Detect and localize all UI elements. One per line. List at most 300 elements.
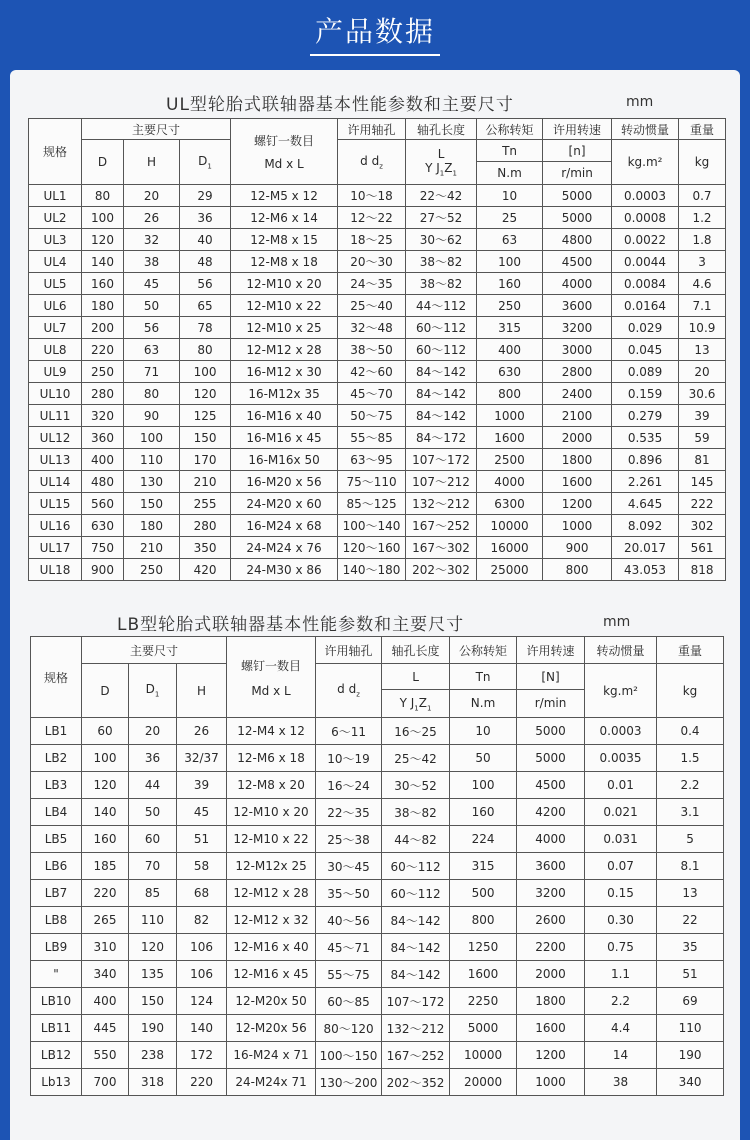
table-row [29,185,726,207]
table-cell: 30.6 [679,383,726,405]
table-cell: 30～52 [382,772,450,799]
table-cell: 32/37 [177,745,227,772]
table-cell: 420 [180,559,231,581]
table-cell: 12-M6 x 18 [227,745,316,772]
table-cell: UL8 [29,339,82,361]
table-cell: 238 [129,1042,177,1069]
table-cell: 400 [82,988,129,1015]
table-cell: 25000 [477,559,543,581]
table-cell: 0.01 [585,772,657,799]
table-cell: LB11 [31,1015,82,1042]
table-cell: UL10 [29,383,82,405]
ul-table-title: UL型轮胎式联轴器基本性能参数和主要尺寸 [166,95,514,115]
table-cell: 14 [585,1042,657,1069]
table-cell: 220 [82,339,124,361]
ul-head-torque-sym: Tn [477,140,542,162]
ul-head-inertia-unit: kg.m² [612,140,679,185]
table-cell: 10～19 [316,745,382,772]
table-cell: 0.021 [585,799,657,826]
table-row [31,880,724,907]
table-row [29,295,726,317]
table-cell: 550 [82,1042,129,1069]
table-cell: 120 [82,229,124,251]
table-cell: 0.7 [679,185,726,207]
table-row [29,229,726,251]
lb-head-hub-len-sub [382,664,450,718]
ul-head-weight: 重量 [679,119,726,140]
table-cell: 500 [450,880,517,907]
table-row [29,537,726,559]
table-row [29,339,726,361]
table-cell: LB5 [31,826,82,853]
table-cell: 0.045 [612,339,679,361]
table-cell: 1800 [517,988,585,1015]
ul-head-speed-sym: [n] [543,140,611,162]
table-cell: 30～45 [316,853,382,880]
table-cell: 12-M8 x 18 [231,251,338,273]
table-cell: 100～150 [316,1042,382,1069]
table-cell: 25 [477,207,543,229]
table-cell: UL7 [29,317,82,339]
ul-head-d1 [180,140,231,185]
table-cell: 2400 [543,383,612,405]
table-cell: 12-M8 x 15 [231,229,338,251]
ul-head-bore: 许用轴孔 [338,119,406,140]
lb-table-body [31,718,724,1096]
table-cell: 45～70 [338,383,406,405]
table-cell: 1.2 [679,207,726,229]
table-cell: 24-M20 x 60 [231,493,338,515]
table-cell: UL2 [29,207,82,229]
table-cell: 55～85 [338,427,406,449]
table-cell: LB12 [31,1042,82,1069]
table-cell: 190 [657,1042,724,1069]
ul-head-main-size: 主要尺寸 [82,119,231,140]
lb-table-unit: mm [603,614,631,630]
table-cell: 80 [124,383,180,405]
table-cell: 69 [657,988,724,1015]
table-cell: 3200 [517,880,585,907]
table-cell: 40 [180,229,231,251]
table-cell: 12-M10 x 22 [231,295,338,317]
table-cell: 400 [477,339,543,361]
table-cell: 12-M10 x 20 [227,799,316,826]
table-cell: 63 [477,229,543,251]
table-cell: 1000 [477,405,543,427]
table-cell: 125 [180,405,231,427]
table-row [29,405,726,427]
table-cell: 0.0022 [612,229,679,251]
table-cell: 0.4 [657,718,724,745]
table-cell: 4000 [477,471,543,493]
table-cell: 16-M12 x 30 [231,361,338,383]
table-row [31,961,724,988]
table-cell: 480 [82,471,124,493]
table-cell: 4500 [543,251,612,273]
table-cell: 30～62 [406,229,477,251]
lb-head-bolt-label: 螺钉一数目 [241,658,302,673]
table-cell: UL13 [29,449,82,471]
table-cell: 315 [477,317,543,339]
table-cell: LB10 [31,988,82,1015]
table-cell: 12-M6 x 14 [231,207,338,229]
ul-head-bore-sub-z: z [379,162,383,171]
table-cell: 170 [180,449,231,471]
table-cell: LB6 [31,853,82,880]
table-cell: 24-M24x 71 [227,1069,316,1096]
table-cell: 84～142 [406,383,477,405]
table-cell: 1250 [450,934,517,961]
table-cell: 140 [177,1015,227,1042]
table-cell: 124 [177,988,227,1015]
table-cell: 16-M16x 50 [231,449,338,471]
table-cell: 445 [82,1015,129,1042]
table-row [29,251,726,273]
lb-head-speed: 许用转速 [517,637,585,664]
table-cell: 80 [180,339,231,361]
table-cell: 1600 [450,961,517,988]
table-cell: 32 [124,229,180,251]
table-cell: 6300 [477,493,543,515]
table-cell: 38～82 [382,799,450,826]
table-cell: 800 [477,383,543,405]
table-cell: 84～172 [406,427,477,449]
table-cell: 107～172 [382,988,450,1015]
table-cell: 630 [82,515,124,537]
table-cell: 12-M12 x 28 [231,339,338,361]
table-cell: 12-M20x 56 [227,1015,316,1042]
table-cell: 1200 [517,1042,585,1069]
table-row [29,317,726,339]
table-cell: 4.6 [679,273,726,295]
table-cell: 10000 [450,1042,517,1069]
table-cell: 16～25 [382,718,450,745]
table-cell: 132～212 [406,493,477,515]
table-cell: 2200 [517,934,585,961]
table-cell: 40～56 [316,907,382,934]
ul-head-hub-len-z: Z [444,160,453,175]
table-cell: 12-M16 x 45 [227,961,316,988]
table-cell: 4.645 [612,493,679,515]
table-cell: 51 [177,826,227,853]
ul-head-hub-len-z1: 1 [452,169,457,178]
lb-head-bore-sub-main: d d [337,682,357,697]
table-cell: 16000 [477,537,543,559]
ul-head-hub-len: 轴孔长度 [406,119,477,140]
table-cell: 12-M10 x 25 [231,317,338,339]
table-cell: 3600 [517,853,585,880]
table-cell: 107～172 [406,449,477,471]
table-cell: 16-M24 x 68 [231,515,338,537]
table-cell: 210 [180,471,231,493]
table-cell: 8.092 [612,515,679,537]
lb-head-inertia: 转动惯量 [585,637,657,664]
table-cell: UL4 [29,251,82,273]
table-cell: 800 [450,907,517,934]
table-cell: 818 [679,559,726,581]
table-cell: 4.4 [585,1015,657,1042]
table-cell: 185 [82,853,129,880]
table-cell: UL18 [29,559,82,581]
table-cell: 4000 [517,826,585,853]
lb-head-speed-sym: [N] [517,664,584,690]
table-cell: 250 [124,559,180,581]
lb-head-torque-sub [450,664,517,718]
table-cell: 26 [124,207,180,229]
table-cell: 25～40 [338,295,406,317]
table-cell: 2000 [543,427,612,449]
table-cell: 3 [679,251,726,273]
table-cell: 2.261 [612,471,679,493]
table-cell: 45～71 [316,934,382,961]
table-cell: 160 [450,799,517,826]
table-cell: 50 [450,745,517,772]
table-cell: 210 [124,537,180,559]
table-row [29,449,726,471]
table-cell: UL1 [29,185,82,207]
table-cell: 12-M10 x 20 [231,273,338,295]
table-cell: 106 [177,934,227,961]
table-cell: 20 [124,185,180,207]
ul-head-h: H [124,140,180,185]
table-row [29,493,726,515]
table-row [29,273,726,295]
page-title: 产品数据 [314,15,435,48]
table-cell: UL3 [29,229,82,251]
table-row [31,799,724,826]
table-cell: 150 [180,427,231,449]
table-cell: 120 [129,934,177,961]
table-cell: 78 [180,317,231,339]
table-cell: 224 [450,826,517,853]
table-cell: 0.07 [585,853,657,880]
table-cell: 4200 [517,799,585,826]
table-row [31,907,724,934]
table-cell: 100 [477,251,543,273]
table-cell: 100 [180,361,231,383]
lb-head-torque: 公称转矩 [450,637,517,664]
table-cell: 60～112 [406,317,477,339]
ul-head-torque-sub [477,140,543,185]
ul-head-d1-main: D [198,153,208,168]
table-cell: UL5 [29,273,82,295]
table-cell: 45 [124,273,180,295]
table-row [31,934,724,961]
ul-head-hub-len-yj: Y J [425,160,440,175]
table-cell: 20.017 [612,537,679,559]
table-cell: 16-M24 x 71 [227,1042,316,1069]
table-cell: 3000 [543,339,612,361]
ul-head-bore-sub-main: d d [360,153,380,168]
table-cell: UL17 [29,537,82,559]
table-cell: 63 [124,339,180,361]
table-cell: 2800 [543,361,612,383]
table-cell: 180 [82,295,124,317]
lb-head-weight-unit: kg [657,664,724,718]
title-underline [310,54,440,56]
table-cell: 13 [679,339,726,361]
table-cell: 81 [679,449,726,471]
table-cell: 16-M16 x 45 [231,427,338,449]
lb-head-h: H [177,664,227,718]
ul-table-body [29,185,726,581]
table-cell: 56 [180,273,231,295]
table-cell: Lb13 [31,1069,82,1096]
table-cell: 120 [180,383,231,405]
table-cell: 75～110 [338,471,406,493]
ul-head-bolt-sub: Md x L [264,157,304,171]
table-cell: 84～142 [406,361,477,383]
table-cell: 167～252 [382,1042,450,1069]
table-cell: 0.159 [612,383,679,405]
table-cell: 12～22 [338,207,406,229]
table-cell: 130 [124,471,180,493]
table-cell: 24～35 [338,273,406,295]
table-cell: 2250 [450,988,517,1015]
table-cell: 12-M8 x 20 [227,772,316,799]
table-cell: 5000 [517,718,585,745]
table-cell: 145 [679,471,726,493]
table-cell: 20～30 [338,251,406,273]
table-cell: 110 [657,1015,724,1042]
table-cell: 82 [177,907,227,934]
ul-head-spec: 规格 [29,119,82,185]
table-cell: 10～18 [338,185,406,207]
table-cell: 140 [82,251,124,273]
table-cell: 63～95 [338,449,406,471]
table-cell: 38～82 [406,273,477,295]
table-cell: 0.089 [612,361,679,383]
table-cell: LB3 [31,772,82,799]
table-cell: 25～38 [316,826,382,853]
table-cell: 44～82 [382,826,450,853]
table-cell: 222 [679,493,726,515]
table-cell: 3200 [543,317,612,339]
lb-head-d1-sub: 1 [154,690,160,699]
table-cell: 135 [129,961,177,988]
table-cell: 4800 [543,229,612,251]
table-cell: 150 [124,493,180,515]
table-cell: LB1 [31,718,82,745]
table-cell: 18～25 [338,229,406,251]
table-cell: 44～112 [406,295,477,317]
table-cell: 172 [177,1042,227,1069]
table-cell: 1000 [517,1069,585,1096]
table-cell: 255 [180,493,231,515]
lb-head-d: D [82,664,129,718]
table-cell: 1.8 [679,229,726,251]
lb-head-torque-sym: Tn [450,664,516,690]
table-cell: 1600 [517,1015,585,1042]
ul-head-speed-unit: r/min [561,166,593,180]
table-cell: 7.1 [679,295,726,317]
table-cell: 0.0164 [612,295,679,317]
lb-head-main-size: 主要尺寸 [82,637,227,664]
ul-head-bolt [231,119,338,185]
table-cell: 35～50 [316,880,382,907]
lb-head-hub-len-z: Z [418,696,427,710]
table-cell: 60～112 [382,853,450,880]
table-cell: 55～75 [316,961,382,988]
table-cell: 10 [450,718,517,745]
table-cell: 100 [124,427,180,449]
table-cell: 2.2 [657,772,724,799]
table-cell: 20 [129,718,177,745]
table-cell: UL11 [29,405,82,427]
table-cell: 24-M24 x 76 [231,537,338,559]
table-cell: 44 [129,772,177,799]
table-cell: 100 [82,207,124,229]
table-cell: 60 [129,826,177,853]
lb-head-bore: 许用轴孔 [316,637,382,664]
ul-head-d1-sub: 1 [207,162,212,171]
lb-head-bore-sub [316,664,382,718]
table-cell: LB9 [31,934,82,961]
table-row [31,718,724,745]
table-cell: 1600 [477,427,543,449]
table-cell: 36 [129,745,177,772]
table-cell: 800 [543,559,612,581]
table-cell: 60～112 [406,339,477,361]
table-cell: 110 [124,449,180,471]
table-row [31,1042,724,1069]
ul-head-speed-sub [543,140,612,185]
table-row [31,988,724,1015]
ul-head-inertia: 转动惯量 [612,119,679,140]
table-cell: 0.535 [612,427,679,449]
table-cell: 0.0044 [612,251,679,273]
table-cell: 26 [177,718,227,745]
table-cell: 35 [657,934,724,961]
table-cell: 202～352 [382,1069,450,1096]
table-row [31,772,724,799]
table-cell: 12-M4 x 12 [227,718,316,745]
table-cell: 27～52 [406,207,477,229]
lb-table-title: LB型轮胎式联轴器基本性能参数和主要尺寸 [117,615,465,635]
table-cell: 3600 [543,295,612,317]
table-cell: 132～212 [382,1015,450,1042]
table-cell: 0.0003 [585,718,657,745]
table-cell: 42～60 [338,361,406,383]
table-cell: 100 [82,745,129,772]
table-cell: 24-M30 x 86 [231,559,338,581]
table-cell: 12-M12 x 32 [227,907,316,934]
table-cell: 0.0003 [612,185,679,207]
table-cell: 50～75 [338,405,406,427]
table-cell: 0.15 [585,880,657,907]
table-cell: 22～35 [316,799,382,826]
table-cell: 2000 [517,961,585,988]
table-cell: 12-M20x 50 [227,988,316,1015]
table-cell: 340 [82,961,129,988]
table-cell: 2500 [477,449,543,471]
table-cell: 0.30 [585,907,657,934]
table-cell: 630 [477,361,543,383]
lb-head-weight: 重量 [657,637,724,664]
lb-head-torque-unit: N.m [470,696,496,710]
table-cell: 58 [177,853,227,880]
table-cell: 140～180 [338,559,406,581]
table-cell: 160 [82,826,129,853]
table-cell: 60 [82,718,129,745]
table-cell: 130～200 [316,1069,382,1096]
table-cell: 315 [450,853,517,880]
table-cell: 107～212 [406,471,477,493]
table-row [29,361,726,383]
table-cell: 900 [82,559,124,581]
table-cell: 150 [129,988,177,1015]
table-cell: 60～85 [316,988,382,1015]
